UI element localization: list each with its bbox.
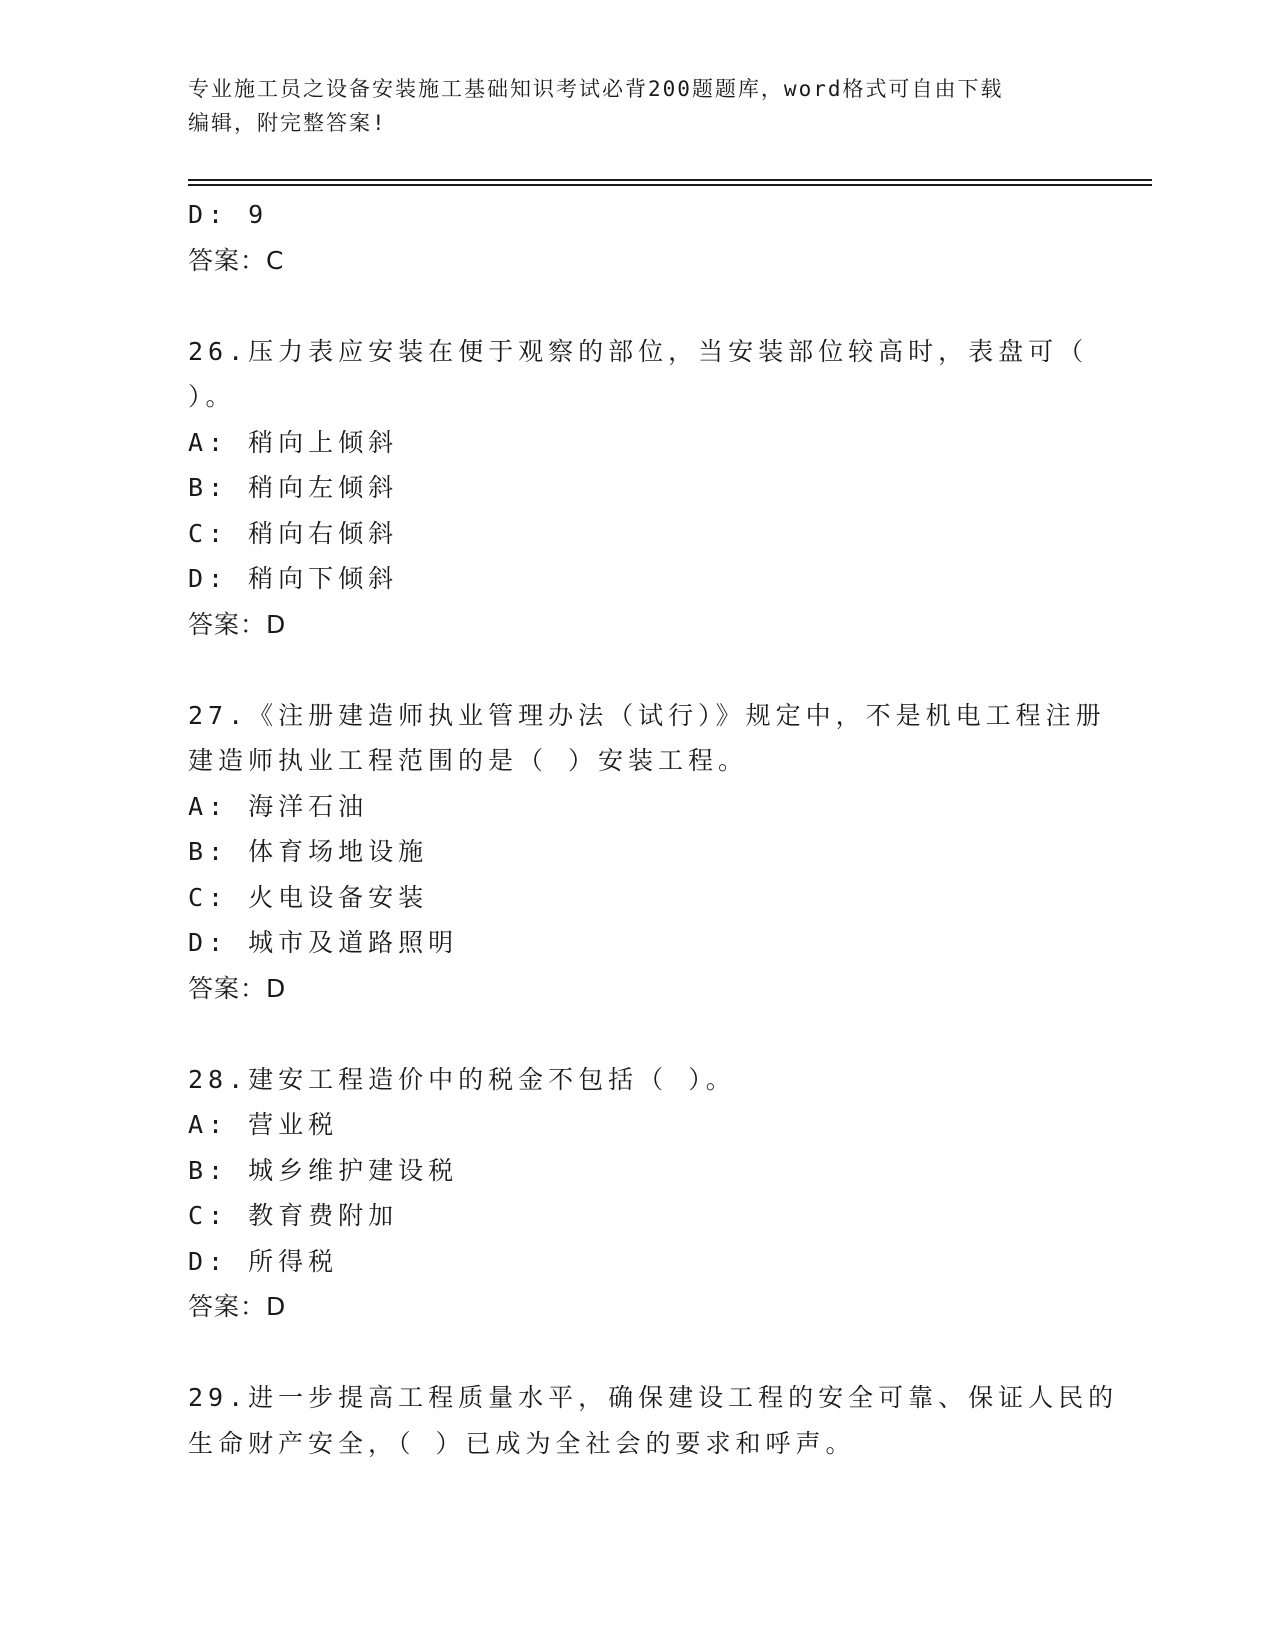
question-stem-line-1: 26.压力表应安装在便于观察的部位，当安装部位较高时，表盘可（ [188, 336, 1089, 366]
option-b: B: 稍向左倾斜 [188, 473, 399, 502]
question-stem-line-2: 建造师执业工程范围的是（ ）安装工程。 [188, 746, 749, 775]
option-d: D: 稍向下倾斜 [188, 564, 399, 593]
question-26 [188, 329, 1088, 648]
spacer [188, 1330, 1088, 1376]
question-list [188, 192, 1119, 1466]
answer-line: 答案：C [188, 245, 285, 275]
question-27 [188, 693, 1106, 1012]
header-title-line-2: 编辑，附完整答案! [188, 111, 387, 135]
option-d: D: 所得税 [188, 1246, 339, 1276]
option-c: C: 教育费附加 [188, 1201, 399, 1230]
document-header [188, 72, 1088, 140]
option-c: C: 稍向右倾斜 [188, 518, 399, 548]
answer-line: 答案：D [188, 609, 287, 639]
option-b: B: 城乡维护建设税 [188, 1155, 459, 1185]
spacer [188, 1011, 1088, 1057]
question-stem-line-2: 生命财产安全，（ ）已成为全社会的要求和呼声。 [188, 1428, 856, 1458]
question-stem-line-2: ）。 [188, 382, 236, 411]
question-28 [188, 1057, 1088, 1330]
question-stem-line-1: 28.建安工程造价中的税金不包括（ ）。 [188, 1064, 736, 1094]
option-d: D: 9 [188, 200, 269, 229]
option-c: C: 火电设备安装 [188, 882, 429, 912]
answer-line: 答案：D [188, 973, 287, 1003]
header-divider-bottom [188, 184, 1152, 186]
prev-question-tail [188, 192, 1088, 283]
answer-line: 答案：D [188, 1292, 287, 1321]
option-d: D: 城市及道路照明 [188, 928, 459, 957]
option-a: A: 营业税 [188, 1110, 339, 1139]
spacer [188, 283, 1088, 329]
header-title-line-1: 专业施工员之设备安装施工基础知识考试必背200题题库，word格式可自由下载 [188, 77, 1004, 101]
option-a: A: 稍向上倾斜 [188, 427, 399, 457]
header-divider-top [188, 179, 1152, 181]
question-stem-line-1: 29.进一步提高工程质量水平，确保建设工程的安全可靠、保证人民的 [188, 1383, 1119, 1412]
question-stem-line-1: 27.《注册建造师执业管理办法（试行）》规定中，不是机电工程注册 [188, 700, 1106, 730]
spacer [188, 647, 1088, 693]
question-29 [188, 1375, 1119, 1466]
option-b: B: 体育场地设施 [188, 837, 429, 866]
option-a: A: 海洋石油 [188, 791, 369, 821]
